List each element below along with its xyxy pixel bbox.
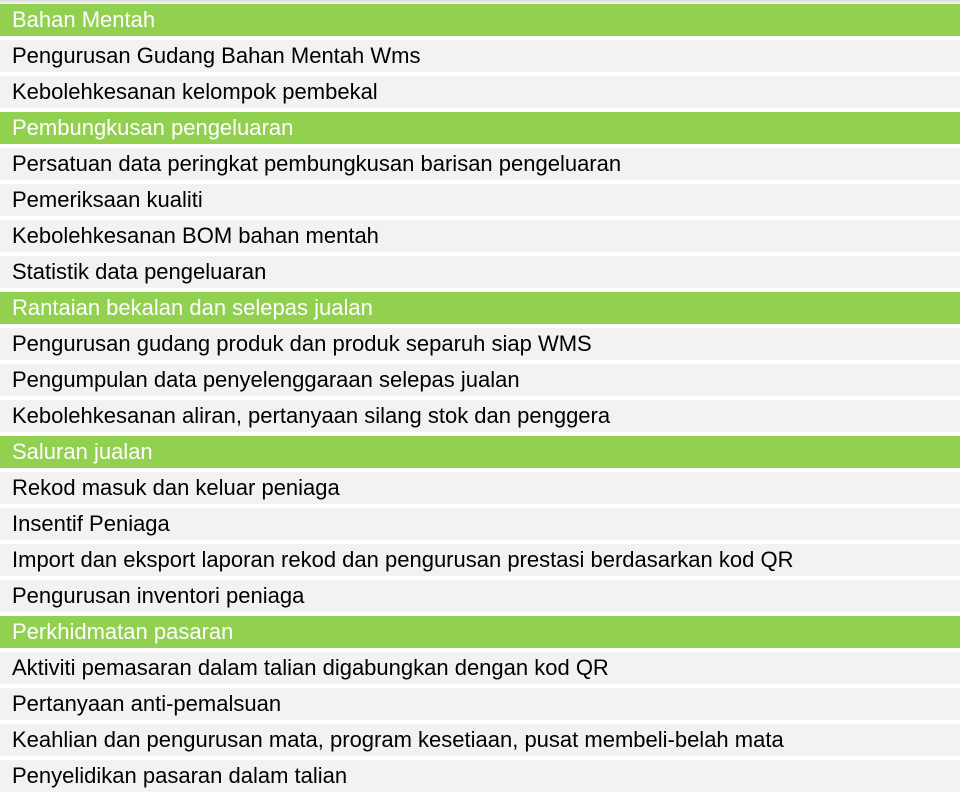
feature-table [0,4,960,796]
section-item: Pengurusan Gudang Bahan Mentah Wms [0,40,960,72]
section-header: Perkhidmatan pasaran [0,616,960,648]
section-item: Pertanyaan anti-pemalsuan [0,688,960,720]
section-header: Saluran jualan [0,436,960,468]
section-item: Kebolehkesanan BOM bahan mentah [0,220,960,252]
section-item: Pemeriksaan kualiti [0,184,960,216]
section-item: Pengurusan inventori peniaga [0,580,960,612]
section-header: Rantaian bekalan dan selepas jualan [0,292,960,324]
section-item: Persatuan data peringkat pembungkusan barisan pengeluaran [0,148,960,180]
section-item: Pengumpulan data penyelenggaraan selepas jualan [0,364,960,396]
section-item: Kebolehkesanan aliran, pertanyaan silang stok dan penggera [0,400,960,432]
section-item: Rekod masuk dan keluar peniaga [0,472,960,504]
section-item: Import dan eksport laporan rekod dan pengurusan prestasi berdasarkan kod QR [0,544,960,576]
section-header: Bahan Mentah [0,4,960,36]
section-item: Insentif Peniaga [0,508,960,540]
section-item: Aktiviti pemasaran dalam talian digabungkan dengan kod QR [0,652,960,684]
section-item: Kebolehkesanan kelompok pembekal [0,76,960,108]
section-header: Pembungkusan pengeluaran [0,112,960,144]
section-item: Pengurusan gudang produk dan produk separuh siap WMS [0,328,960,360]
section-item: Keahlian dan pengurusan mata, program kesetiaan, pusat membeli-belah mata [0,724,960,756]
section-item: Penyelidikan pasaran dalam talian [0,760,960,792]
section-item: Statistik data pengeluaran [0,256,960,288]
